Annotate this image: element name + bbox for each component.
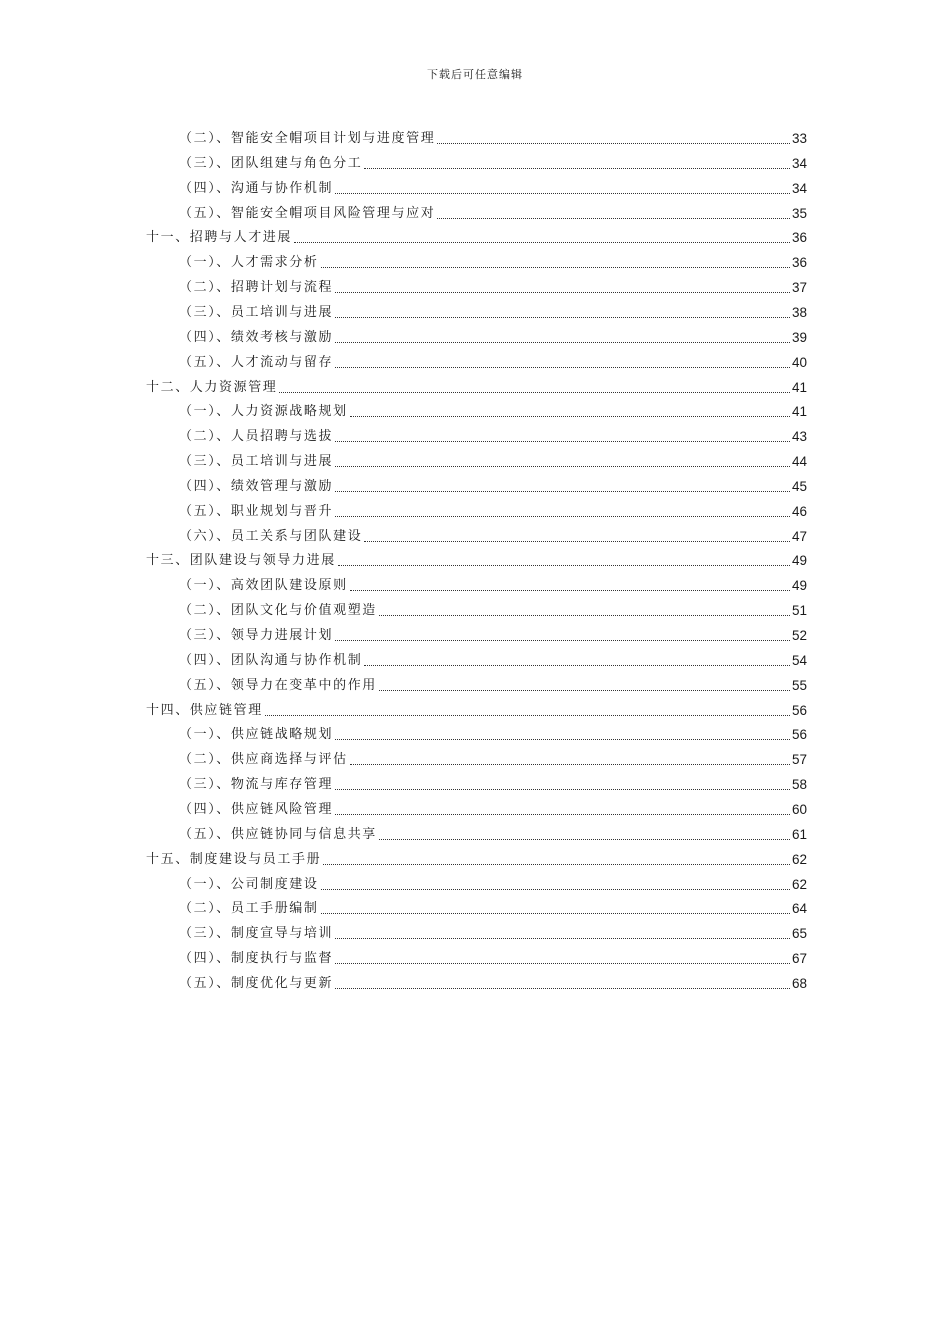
toc-entry-title: （五）、职业规划与晋升 — [179, 503, 334, 519]
page-header: 下载后可任意编辑 — [427, 68, 523, 81]
toc-entry-title: 十四、供应链管理 — [146, 702, 263, 718]
toc-dot-leader — [335, 316, 790, 318]
toc-section-entry[interactable] — [179, 574, 807, 594]
toc-section-entry[interactable] — [179, 823, 807, 843]
toc-entry-page-number: 56 — [791, 727, 807, 743]
toc-section-entry[interactable] — [179, 873, 807, 893]
toc-entry-title: （一）、高效团队建设原则 — [179, 578, 348, 594]
toc-entry-page-number: 51 — [791, 603, 807, 619]
toc-entry-page-number: 55 — [791, 677, 807, 693]
toc-entry-title: （六）、员工关系与团队建设 — [179, 528, 363, 544]
toc-entry-page-number: 38 — [791, 304, 807, 320]
toc-dot-leader — [350, 763, 790, 765]
toc-section-entry[interactable] — [179, 674, 807, 694]
toc-chapter-entry[interactable] — [146, 549, 807, 569]
toc-entry-title: （四）、绩效考核与激励 — [179, 329, 334, 345]
toc-dot-leader — [335, 962, 790, 964]
toc-dot-leader — [364, 167, 790, 169]
toc-entry-title: （一）、公司制度建设 — [179, 876, 319, 892]
toc-entry-page-number: 60 — [791, 801, 807, 817]
toc-entry-page-number: 40 — [791, 354, 807, 370]
toc-entry-title: （四）、供应链风险管理 — [179, 801, 334, 817]
toc-entry-page-number: 34 — [791, 180, 807, 196]
toc-entry-title: （三）、员工培训与进展 — [179, 304, 334, 320]
toc-entry-title: （四）、绩效管理与激励 — [179, 478, 334, 494]
toc-section-entry[interactable] — [179, 972, 807, 992]
toc-entry-page-number: 56 — [791, 702, 807, 718]
toc-entry-page-number: 52 — [791, 628, 807, 643]
toc-entry-page-number: 68 — [791, 975, 807, 991]
toc-entry-title: （二）、智能安全帽项目计划与进度管理 — [179, 131, 436, 146]
toc-dot-leader — [335, 515, 790, 517]
toc-entry-page-number: 33 — [791, 131, 807, 146]
toc-dot-leader — [335, 192, 790, 194]
toc-entry-title: （五）、制度优化与更新 — [179, 975, 334, 991]
toc-entry-page-number: 54 — [791, 652, 807, 668]
toc-dot-leader — [321, 266, 790, 268]
toc-entry-title: （四）、团队沟通与协作机制 — [179, 652, 363, 668]
toc-section-entry[interactable] — [179, 947, 807, 967]
toc-entry-page-number: 45 — [791, 478, 807, 494]
toc-entry-title: （三）、员工培训与进展 — [179, 454, 334, 470]
toc-entry-page-number: 65 — [791, 926, 807, 942]
toc-section-entry[interactable] — [179, 251, 807, 271]
toc-entry-page-number: 44 — [791, 454, 807, 470]
toc-entry-page-number: 49 — [791, 553, 807, 569]
toc-section-entry[interactable] — [179, 475, 807, 495]
toc-entry-page-number: 39 — [791, 329, 807, 345]
toc-section-entry[interactable] — [179, 897, 807, 917]
toc-dot-leader — [335, 987, 790, 989]
toc-entry-page-number: 49 — [791, 578, 807, 594]
toc-entry-title: 十一、招聘与人才进展 — [146, 230, 293, 246]
toc-entry-title: （四）、沟通与协作机制 — [179, 180, 334, 196]
toc-entry-title: 十五、制度建设与员工手册 — [146, 851, 322, 867]
toc-section-entry[interactable] — [179, 599, 807, 619]
toc-dot-leader — [335, 490, 790, 492]
toc-entry-title: （四）、制度执行与监督 — [179, 951, 334, 967]
toc-dot-leader — [335, 465, 790, 467]
toc-dot-leader — [265, 714, 790, 716]
toc-entry-page-number: 34 — [791, 155, 807, 171]
toc-dot-leader — [364, 540, 790, 542]
toc-entry-title: （一）、人力资源战略规划 — [179, 404, 348, 420]
toc-dot-leader — [335, 440, 790, 442]
toc-entry-title: 十二、人力资源管理 — [146, 379, 278, 395]
toc-dot-leader — [321, 888, 790, 890]
toc-entry-page-number: 62 — [791, 876, 807, 892]
toc-entry-title: （二）、供应商选择与评估 — [179, 752, 348, 768]
toc-section-entry[interactable] — [179, 525, 807, 545]
toc-section-entry[interactable] — [179, 624, 807, 644]
toc-section-entry[interactable] — [179, 301, 807, 321]
toc-entry-title: （五）、人才流动与留存 — [179, 354, 334, 370]
toc-entry-page-number: 46 — [791, 503, 807, 519]
toc-dot-leader — [379, 838, 790, 840]
toc-entry-page-number: 41 — [791, 404, 807, 420]
toc-entry-page-number: 36 — [791, 230, 807, 246]
toc-dot-leader — [294, 241, 790, 243]
toc-dot-leader — [379, 614, 790, 616]
toc-entry-page-number: 43 — [791, 429, 807, 445]
toc-dot-leader — [335, 738, 790, 740]
toc-chapter-entry[interactable] — [146, 376, 807, 396]
toc-entry-page-number: 37 — [791, 280, 807, 296]
toc-entry-title: （五）、领导力在变革中的作用 — [179, 677, 377, 693]
toc-dot-leader — [335, 291, 790, 293]
toc-entry-title: 十三、团队建设与领导力进展 — [146, 553, 336, 569]
toc-dot-leader — [323, 863, 790, 865]
toc-entry-title: （二）、员工手册编制 — [179, 901, 319, 917]
toc-dot-leader — [335, 366, 790, 368]
toc-section-entry[interactable] — [179, 773, 807, 793]
toc-entry-page-number: 41 — [791, 379, 807, 395]
toc-entry-page-number: 57 — [791, 752, 807, 768]
toc-section-entry[interactable] — [179, 798, 807, 818]
toc-dot-leader — [437, 217, 790, 219]
toc-entry-page-number: 35 — [791, 205, 807, 221]
toc-entry-title: （三）、团队组建与角色分工 — [179, 155, 363, 171]
toc-chapter-entry[interactable] — [146, 226, 807, 246]
toc-section-entry[interactable] — [179, 177, 807, 197]
toc-entry-page-number: 67 — [791, 951, 807, 967]
toc-entry-title: （二）、招聘计划与流程 — [179, 280, 334, 296]
toc-section-entry[interactable] — [179, 748, 807, 768]
toc-entry-page-number: 64 — [791, 901, 807, 917]
toc-dot-leader — [321, 912, 790, 914]
toc-dot-leader — [335, 341, 790, 343]
toc-dot-leader — [335, 788, 790, 790]
toc-section-entry[interactable] — [179, 152, 807, 172]
toc-section-entry[interactable] — [179, 500, 807, 520]
toc-section-entry[interactable] — [179, 649, 807, 669]
toc-section-entry[interactable] — [179, 276, 807, 296]
toc-dot-leader — [335, 639, 790, 641]
toc-dot-leader — [364, 664, 790, 666]
toc-dot-leader — [437, 142, 790, 144]
toc-section-entry[interactable] — [179, 400, 807, 420]
toc-entry-title: （二）、团队文化与价值观塑造 — [179, 603, 377, 619]
toc-entry-page-number: 58 — [791, 777, 807, 793]
toc-dot-leader — [350, 415, 790, 417]
toc-chapter-entry[interactable] — [146, 848, 807, 868]
toc-dot-leader — [335, 813, 790, 815]
toc-section-entry[interactable] — [179, 922, 807, 942]
toc-entry-page-number: 47 — [791, 528, 807, 544]
toc-entry-title: （三）、制度宣导与培训 — [179, 926, 334, 942]
toc-dot-leader — [338, 564, 790, 566]
toc-entry-page-number: 36 — [791, 255, 807, 271]
toc-dot-leader — [279, 391, 790, 393]
toc-section-entry[interactable] — [179, 127, 807, 147]
toc-dot-leader — [379, 689, 790, 691]
toc-dot-leader — [335, 937, 790, 939]
toc-chapter-entry[interactable] — [146, 699, 807, 719]
toc-section-entry[interactable] — [179, 326, 807, 346]
toc-section-entry[interactable] — [179, 202, 807, 222]
toc-entry-title: （三）、领导力进展计划 — [179, 628, 334, 643]
toc-entry-title: （五）、智能安全帽项目风险管理与应对 — [179, 205, 436, 221]
toc-section-entry[interactable] — [179, 723, 807, 743]
toc-section-entry[interactable] — [179, 425, 807, 445]
toc-entry-page-number: 62 — [791, 851, 807, 867]
toc-entry-page-number: 61 — [791, 826, 807, 842]
toc-section-entry[interactable] — [179, 351, 807, 371]
toc-entry-title: （五）、供应链协同与信息共享 — [179, 826, 377, 842]
toc-section-entry[interactable] — [179, 450, 807, 470]
toc-dot-leader — [350, 589, 790, 591]
toc-entry-title: （一）、供应链战略规划 — [179, 727, 334, 743]
toc-entry-title: （一）、人才需求分析 — [179, 255, 319, 271]
toc-entry-title: （三）、物流与库存管理 — [179, 777, 334, 793]
toc-entry-title: （二）、人员招聘与选拔 — [179, 429, 334, 445]
